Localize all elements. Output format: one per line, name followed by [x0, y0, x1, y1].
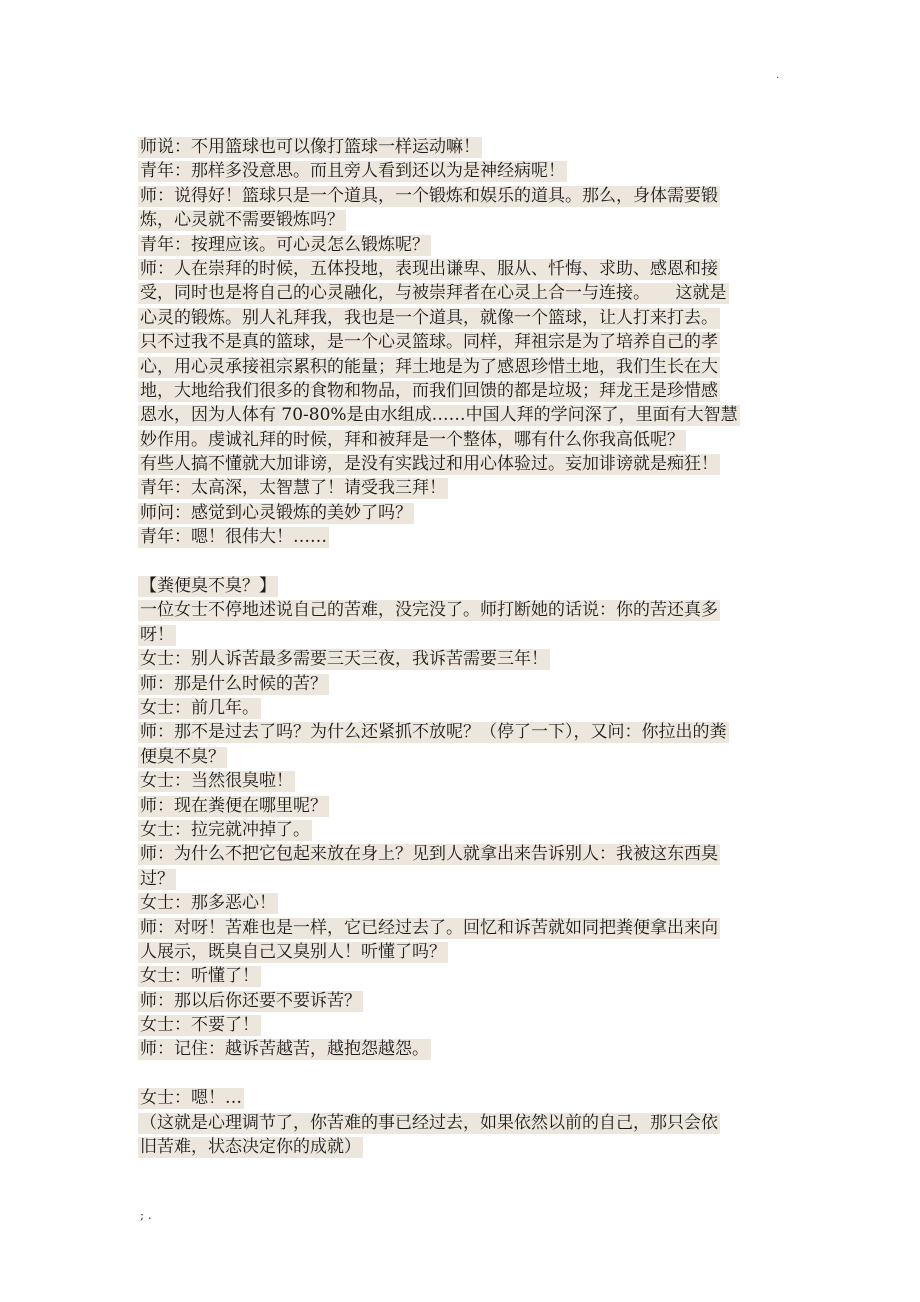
- highlighted-text: 师：说得好！篮球只是一个道具，一个锻炼和娱乐的道具。那么，身体需要锻: [140, 185, 718, 206]
- text-line: [138, 598, 786, 622]
- highlighted-text: 师：为什么不把它包起来放在身上？见到人就拿出来告诉别人：我被这东西臭: [140, 844, 718, 865]
- highlighted-text: 师：那是什么时候的苦？: [140, 673, 327, 694]
- highlighted-text: 女士：拉完就冲掉了。: [140, 819, 310, 840]
- highlighted-text: 师：现在粪便在哪里呢？: [140, 795, 327, 816]
- text-line: [138, 867, 786, 891]
- highlighted-text: 旧苦难，状态决定你的成就）: [140, 1137, 361, 1158]
- text-line: [138, 306, 786, 330]
- highlighted-text: 只不过我不是真的篮球，是一个心灵篮球。同样，拜祖宗是为了培养自己的孝: [140, 332, 718, 353]
- text-line: [138, 476, 786, 500]
- highlighted-text: 女士：嗯！…: [140, 1088, 242, 1109]
- text-line: [138, 233, 786, 257]
- highlighted-text: 地，大地给我们很多的食物和物品，而我们回馈的都是垃圾；拜龙王是珍惜感: [140, 380, 718, 401]
- text-line: [138, 452, 786, 476]
- highlighted-text: 师问：感觉到心灵锻炼的美妙了吗？: [140, 502, 412, 523]
- text-line: [138, 403, 786, 427]
- text-line: [138, 184, 786, 208]
- text-line: [138, 647, 786, 671]
- highlighted-text: 青年：太高深，太智慧了！请受我三拜！: [140, 478, 446, 499]
- highlighted-text: 青年：按理应该。可心灵怎么锻炼呢？: [140, 234, 429, 255]
- highlighted-text: 心灵的锻炼。别人礼拜我，我也是一个道具，就像一个篮球，让人打来打去。: [140, 307, 718, 328]
- text-line: [138, 525, 786, 549]
- footer-mark: ; .: [140, 1208, 152, 1222]
- highlighted-text: 女士：那多恶心！: [140, 893, 276, 914]
- highlighted-text: 师：那以后你还要不要诉苦？: [140, 990, 361, 1011]
- text-line: [138, 330, 786, 354]
- highlighted-text: 有些人搞不懂就大加诽谤，是没有实践过和用心体验过。妄加诽谤就是痴狂！: [140, 454, 718, 475]
- highlighted-text: 青年：嗯！很伟大！……: [140, 527, 327, 548]
- blank-line: [138, 1062, 786, 1086]
- text-line: [138, 769, 786, 793]
- highlighted-text: 【粪便臭不臭？】: [140, 576, 276, 597]
- highlighted-text: 过？: [140, 868, 174, 889]
- highlighted-text: 受，同时也是将自己的心灵融化，与被崇拜者在心灵上合一与连接。 这就是: [140, 283, 727, 304]
- highlighted-text: 恩水，因为人体有 70-80%是由水组成……中国人拜的学问深了，里面有大智慧: [140, 405, 738, 426]
- text-line: [138, 1037, 786, 1061]
- highlighted-text: 师：人在崇拜的时候，五体投地，表现出谦卑、服从、忏悔、求助、感恩和接: [140, 258, 718, 279]
- highlighted-text: 女士：听懂了！: [140, 966, 259, 987]
- highlighted-text: 青年：那样多没意思。而且旁人看到还以为是神经病呢！: [140, 161, 565, 182]
- text-line: [138, 428, 786, 452]
- highlighted-text: 女士：前几年。: [140, 697, 259, 718]
- text-line: [138, 1111, 786, 1135]
- text-line: [138, 1135, 786, 1159]
- text-line: [138, 501, 786, 525]
- text-line: [138, 159, 786, 183]
- text-line: [138, 842, 786, 866]
- highlighted-text: 师：那不是过去了吗？为什么还紧抓不放呢？（停了一下），又问：你拉出的粪: [140, 722, 727, 743]
- text-line: [138, 672, 786, 696]
- blank-line: [138, 550, 786, 574]
- highlighted-text: 便臭不臭？: [140, 746, 225, 767]
- text-line: [138, 257, 786, 281]
- highlighted-text: 师说：不用篮球也可以像打篮球一样运动嘛！: [140, 137, 480, 157]
- text-line: [138, 891, 786, 915]
- highlighted-text: 女士：当然很臭啦！: [140, 771, 293, 792]
- text-line: [138, 989, 786, 1013]
- highlighted-text: 师：对呀！苦难也是一样，它已经过去了。回忆和诉苦就如同把粪便拿出来向: [140, 917, 718, 938]
- text-line: [138, 745, 786, 769]
- highlighted-text: 妙作用。虔诚礼拜的时候，拜和被拜是一个整体，哪有什么你我高低呢？: [140, 429, 684, 450]
- document-body: [138, 135, 786, 1159]
- corner-mark: .: [776, 70, 780, 81]
- highlighted-text: 呀！: [140, 624, 174, 645]
- text-line: [138, 916, 786, 940]
- text-line: [138, 818, 786, 842]
- highlighted-text: 心，用心灵承接祖宗累积的能量；拜土地是为了感恩珍惜土地，我们生长在大: [140, 356, 718, 377]
- text-line: [138, 574, 786, 598]
- text-line: [138, 1086, 786, 1110]
- text-line: [138, 720, 786, 744]
- text-line: [138, 1013, 786, 1037]
- text-line: [138, 379, 786, 403]
- text-line: [138, 135, 786, 159]
- text-line: [138, 355, 786, 379]
- highlighted-text: 人展示，既臭自己又臭别人！听懂了吗？: [140, 941, 446, 962]
- highlighted-text: 师：记住：越诉苦越苦，越抱怨越怨。: [140, 1039, 429, 1060]
- highlighted-text: （这就是心理调节了，你苦难的事已经过去，如果依然以前的自己，那只会依: [140, 1112, 718, 1133]
- highlighted-text: 一位女士不停地述说自己的苦难，没完没了。师打断她的话说：你的苦还真多: [140, 600, 718, 621]
- highlighted-text: 女士：不要了！: [140, 1015, 259, 1036]
- text-line: [138, 208, 786, 232]
- text-line: [138, 623, 786, 647]
- text-line: [138, 964, 786, 988]
- text-line: [138, 794, 786, 818]
- text-line: [138, 940, 786, 964]
- highlighted-text: 炼，心灵就不需要锻炼吗？: [140, 210, 344, 231]
- highlighted-text: 女士：别人诉苦最多需要三天三夜，我诉苦需要三年！: [140, 649, 548, 670]
- text-line: [138, 281, 786, 305]
- text-line: [138, 696, 786, 720]
